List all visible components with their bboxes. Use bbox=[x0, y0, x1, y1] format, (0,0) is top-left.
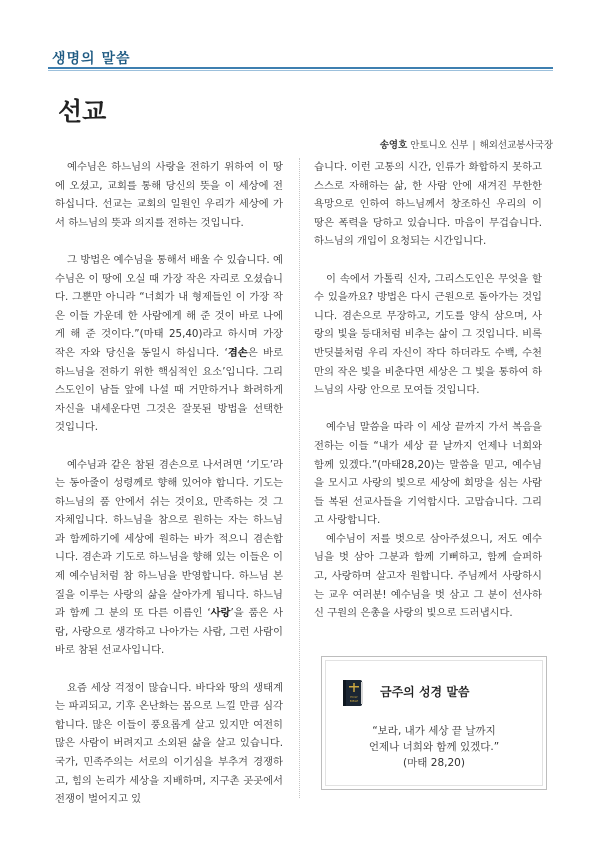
column-divider bbox=[299, 158, 300, 798]
left-column bbox=[55, 158, 283, 809]
verse-line: “보라, 내가 세상 끝 날까지 bbox=[372, 725, 496, 737]
svg-text:BIBLE: BIBLE bbox=[349, 699, 359, 703]
verse-text bbox=[322, 723, 546, 771]
header-rule-thin bbox=[48, 70, 553, 71]
paragraph: 예수님과 같은 참된 겸손으로 나서려면 ‘기도’라는 동아줄이 성령께로 향해 있어야 합니다. 기도는 하느님의 품 안에서 쉬는 것이요, 만족하는 것 그 자체입니다. 하느님을 참으로 원하는 자는 하느님과 함께하기에 세상에 원하는 바가 적으니 겸손합니다. 겸손과 기도로 하느님을 향해 있는 이들은 이제 예수님처럼 참 하느님을 반영합니다. 하느님 본질을 이루는 사랑의 삶을 살아가게 됩니다. 하느님과 함께 그 분의 또 다른 이름인 ‘사랑’을 품은 사람, 사랑으로 생각하고 나아가는 사람, 그런 사람이 바로 참된 선교사입니다. bbox=[55, 458, 283, 657]
byline: 송영호 안토니오 신부 | 해외선교봉사국장 bbox=[379, 140, 553, 151]
right-column bbox=[314, 158, 542, 623]
verse-box-title: 금주의 성경 말씀 bbox=[380, 685, 470, 699]
section-title: 생명의 말씀 bbox=[52, 51, 131, 67]
bible-icon bbox=[342, 679, 364, 707]
byline-org: 해외선교봉사국장 bbox=[479, 140, 553, 151]
paragraph: 그 방법은 예수님을 통해서 배울 수 있습니다. 예수님은 이 땅에 오실 때 가장 작은 자리로 오셨습니다. 그뿐만 아니라 “너희가 내 형제들인 이 가장 작은 이들 가운데 한 사람에게 해 준 것이 바로 나에게 해 준 것이다.”(마태 25,40)라고 하시며 가장 작은 자와 당신을 동일시 하십니다. ‘겸손은 바로 하느님을 전하기 위한 핵심적인 요소’입니다. 그리스도인이 남들 앞에 나설 때 거만하거나 화려하게 자신을 내세운다면 그것은 잘못된 방법을 선택한 것입니다. bbox=[55, 253, 283, 434]
paragraph: 요즘 세상 걱정이 많습니다. 바다와 땅의 생태계는 파괴되고, 기후 온난화는 몸으로 느낄 만큼 심각합니다. 많은 이들이 풍요롭게 살고 있지만 여전히 많은 사람이 버려지고 소외된 삶을 살고 있습니다. 국가, 민족주의는 서로의 이기심을 부추겨 경쟁하고, 힘의 논리가 세상을 지배하며, 지구촌 곳곳에서 전쟁이 벌어지고 있 bbox=[55, 681, 283, 806]
article-title: 선교 bbox=[58, 97, 107, 126]
paragraph: 예수님 말씀을 따라 이 세상 끝까지 가서 복음을 전하는 이들 “내가 세상 끝 날까지 언제나 너희와 함께 있겠다.”(마태28,20)는 말씀을 믿고, 예수님을 모시고 사랑의 빛으로 세상에 희망을 심는 사람들 복된 선교사들을 기억합시다. 고맙습니다. 그리고 사랑합니다. bbox=[314, 421, 542, 527]
paragraph: 이 속에서 가톨릭 신자, 그리스도인은 무엇을 할 수 있을까요? 방법은 다시 근원으로 돌아가는 것입니다. 겸손으로 무장하고, 기도를 양식 삼으며, 사랑의 빛을 등대처럼 비추는 삶이 그 것입니다. 비록 반딧불처럼 우리 자신이 작다 하더라도 수백, 수천만의 작은 빛을 비춘다면 세상은 그 빛을 통하여 하느님의 사랑 안으로 모여들 것입니다. bbox=[314, 272, 542, 397]
paragraph: 예수님이 저를 벗으로 삼아주셨으니, 저도 예수님을 벗 삼아 그분과 함께 기뻐하고, 함께 슬퍼하고, 사랑하며 살고자 원합니다. 주님께서 사랑하시는 교우 여러분! 예수님을 벗 삼고 그 분이 선사하신 구원의 은총을 사랑의 빛으로 드러냅시다. bbox=[314, 532, 542, 620]
paragraph: 예수님은 하느님의 사랑을 전하기 위하여 이 땅에 오셨고, 교회를 통해 당신의 뜻을 이 세상에 전하십니다. 선교는 교회의 일원인 우리가 세상에 가서 하느님의 뜻과 의지를 전하는 것입니다. bbox=[55, 161, 283, 229]
emphasis-humility: 겸손 bbox=[227, 346, 248, 359]
byline-author: 송영호 bbox=[379, 140, 408, 151]
verse-reference: (마태 28,20) bbox=[403, 757, 465, 769]
header-rule bbox=[48, 67, 553, 69]
svg-text:HOLY: HOLY bbox=[350, 695, 358, 699]
emphasis-love: 사랑 bbox=[210, 607, 231, 620]
verse-line: 언제나 너희와 함께 있겠다.” bbox=[368, 741, 500, 753]
section-header bbox=[48, 48, 553, 72]
weekly-verse-box bbox=[321, 656, 547, 790]
byline-role: 안토니오 신부 bbox=[410, 140, 469, 151]
paragraph: 습니다. 이런 고통의 시간, 인류가 화합하지 못하고 스스로 자해하는 삶, 한 사람 안에 새겨진 무한한 욕망으로 인하여 하느님께서 창조하신 우리의 이 땅은 폭력을 당하고 있습니다. 마음이 무겁습니다. 하느님의 개입이 요청되는 시간입니다. bbox=[314, 161, 542, 248]
